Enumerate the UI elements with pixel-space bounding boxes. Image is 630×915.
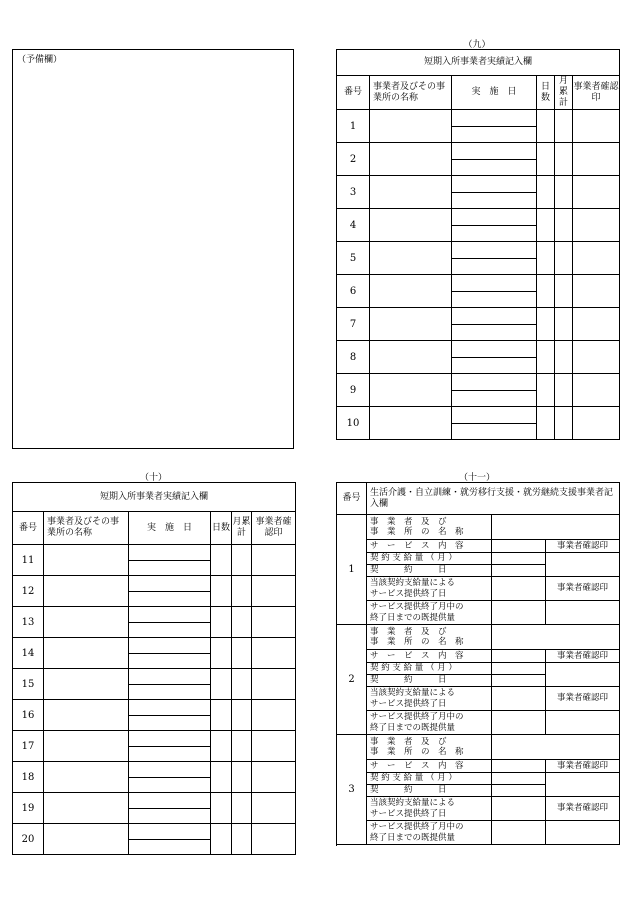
date-cell[interactable]	[129, 623, 211, 638]
date-cell[interactable]	[129, 762, 211, 778]
cumulative-cell[interactable]	[555, 110, 573, 143]
date-cell[interactable]	[452, 374, 537, 391]
office-name-cell[interactable]	[370, 176, 452, 209]
row-number: 5	[337, 242, 370, 275]
table-row	[13, 669, 296, 685]
confirm-cell[interactable]	[252, 793, 296, 824]
confirm-cell[interactable]	[252, 762, 296, 793]
office-name-cell[interactable]	[44, 607, 129, 638]
amount-value-cell[interactable]	[492, 663, 546, 675]
row-number: 2	[337, 625, 367, 735]
amount-value-cell[interactable]	[492, 773, 546, 785]
confirm-cell[interactable]	[573, 341, 620, 374]
table-row	[13, 762, 296, 778]
confirm-cell[interactable]	[573, 176, 620, 209]
office-name-cell[interactable]	[370, 110, 452, 143]
date-cell[interactable]	[129, 700, 211, 716]
date-cell[interactable]	[452, 308, 537, 325]
table-row	[337, 687, 620, 711]
confirm-cell[interactable]	[573, 242, 620, 275]
caption-ten: （十）	[139, 473, 167, 483]
amount-label: 契 約 支 給 量 （ 月 ）	[367, 773, 492, 785]
caption-nine: （九）	[463, 40, 491, 50]
confirm-cell[interactable]	[546, 773, 620, 797]
date-cell[interactable]	[129, 809, 211, 824]
date-cell[interactable]	[129, 716, 211, 731]
office-name-cell[interactable]	[370, 308, 452, 341]
table-row	[13, 545, 296, 561]
cumulative-cell[interactable]	[232, 824, 252, 855]
row-number: 15	[13, 669, 44, 700]
office-name-cell[interactable]	[370, 374, 452, 407]
date-cell[interactable]	[452, 275, 537, 292]
row-number: 14	[13, 638, 44, 669]
days-cell[interactable]	[537, 374, 555, 407]
table-row	[337, 407, 620, 424]
date-cell[interactable]	[129, 576, 211, 592]
days-cell[interactable]	[211, 824, 232, 855]
table-row	[337, 663, 620, 675]
days-cell[interactable]	[537, 209, 555, 242]
table-row	[337, 143, 620, 160]
confirm-cell[interactable]	[573, 143, 620, 176]
cumulative-cell[interactable]	[232, 638, 252, 669]
header-cumulative: 月累計	[555, 76, 573, 110]
date-cell[interactable]	[452, 242, 537, 259]
date-cell[interactable]	[452, 292, 537, 308]
row-number: 1	[337, 110, 370, 143]
office-name-cell[interactable]	[370, 407, 452, 440]
service-value-cell[interactable]	[492, 650, 546, 663]
table-row	[337, 540, 620, 553]
end-date-label: 当該契約支給量による サービス提供終了日	[367, 797, 492, 821]
date-cell[interactable]	[129, 824, 211, 840]
date-cell[interactable]	[129, 685, 211, 700]
cumulative-cell[interactable]	[555, 275, 573, 308]
date-cell[interactable]	[452, 110, 537, 127]
row-number: 10	[337, 407, 370, 440]
confirm-cell[interactable]	[252, 576, 296, 607]
end-date-label: 当該契約支給量による サービス提供終了日	[367, 687, 492, 711]
confirm-label: 事業者確認印	[546, 687, 620, 711]
cumulative-cell[interactable]	[555, 407, 573, 440]
date-cell[interactable]	[129, 778, 211, 793]
confirm-cell[interactable]	[546, 663, 620, 687]
table-row	[337, 797, 620, 821]
confirm-cell[interactable]	[546, 601, 620, 625]
panel-ten	[12, 482, 296, 855]
table-body	[337, 110, 620, 440]
end-date-value-cell[interactable]	[492, 687, 546, 711]
amount-label: 契 約 支 給 量 （ 月 ）	[367, 663, 492, 675]
contract-date-label: 契 約 日	[367, 565, 492, 577]
confirm-cell[interactable]	[252, 545, 296, 576]
date-cell[interactable]	[129, 561, 211, 576]
contract-date-value-cell[interactable]	[492, 675, 546, 687]
reserve-panel	[12, 49, 294, 449]
table-row	[337, 821, 620, 845]
office-label: 事 業 者 及 び 事 業 所 の 名 称	[367, 515, 492, 540]
office-name-cell[interactable]	[370, 242, 452, 275]
office-value-cell[interactable]	[492, 625, 620, 650]
row-number: 4	[337, 209, 370, 242]
service-label: サ ー ビ ス 内 容	[367, 540, 492, 553]
office-name-cell[interactable]	[370, 275, 452, 308]
confirm-label: 事業者確認印	[546, 797, 620, 821]
row-number: 3	[337, 176, 370, 209]
days-cell[interactable]	[211, 669, 232, 700]
contract-date-value-cell[interactable]	[492, 565, 546, 577]
table-row	[337, 773, 620, 785]
table-row	[337, 577, 620, 601]
cumulative-cell[interactable]	[232, 731, 252, 762]
row-number: 13	[13, 607, 44, 638]
office-name-cell[interactable]	[370, 209, 452, 242]
table-row	[13, 731, 296, 747]
table-title: 短期入所事業者実績記入欄	[337, 50, 620, 76]
header-title: 生活介護・自立訓練・就労移行支援・就労継続支援事業者記入欄	[367, 483, 620, 515]
cumulative-cell[interactable]	[232, 576, 252, 607]
header-days: 日数	[211, 512, 232, 545]
contract-date-value-cell[interactable]	[492, 785, 546, 797]
header-dates: 実 施 日	[129, 512, 211, 545]
office-name-cell[interactable]	[370, 143, 452, 176]
confirm-cell[interactable]	[252, 607, 296, 638]
cumulative-cell[interactable]	[232, 545, 252, 576]
row-number: 2	[337, 143, 370, 176]
table-row	[337, 601, 620, 625]
provided-value-cell[interactable]	[492, 711, 546, 735]
provided-value-cell[interactable]	[492, 601, 546, 625]
days-cell[interactable]	[537, 275, 555, 308]
header-cumulative: 月累計	[232, 512, 252, 545]
end-date-label: 当該契約支給量による サービス提供終了日	[367, 577, 492, 601]
date-cell[interactable]	[452, 424, 537, 440]
date-cell[interactable]	[129, 840, 211, 855]
row-number: 6	[337, 275, 370, 308]
days-cell[interactable]	[537, 308, 555, 341]
date-cell[interactable]	[452, 407, 537, 424]
row-number: 1	[337, 515, 367, 625]
confirm-cell[interactable]	[252, 638, 296, 669]
table-row	[337, 515, 620, 540]
date-cell[interactable]	[452, 209, 537, 226]
confirm-cell[interactable]	[252, 669, 296, 700]
row-number: 9	[337, 374, 370, 407]
confirm-label: 事業者確認印	[546, 760, 620, 773]
date-cell[interactable]	[452, 341, 537, 358]
provided-label: サービス提供終了月中の 終了日までの既提供量	[367, 601, 492, 625]
days-cell[interactable]	[211, 545, 232, 576]
date-cell[interactable]	[129, 607, 211, 623]
header-no: 番号	[337, 76, 370, 110]
confirm-cell[interactable]	[252, 700, 296, 731]
confirm-cell[interactable]	[546, 711, 620, 735]
table-row	[337, 242, 620, 259]
date-cell[interactable]	[129, 793, 211, 809]
service-label: サ ー ビ ス 内 容	[367, 650, 492, 663]
header-dates: 実 施 日	[452, 76, 537, 110]
service-value-cell[interactable]	[492, 760, 546, 773]
date-cell[interactable]	[452, 193, 537, 209]
cumulative-cell[interactable]	[232, 793, 252, 824]
date-cell[interactable]	[452, 160, 537, 176]
amount-value-cell[interactable]	[492, 553, 546, 565]
confirm-label: 事業者確認印	[546, 650, 620, 663]
days-cell[interactable]	[537, 143, 555, 176]
date-cell[interactable]	[129, 747, 211, 762]
table-row	[337, 735, 620, 760]
days-cell[interactable]	[211, 576, 232, 607]
confirm-cell[interactable]	[546, 821, 620, 845]
date-cell[interactable]	[452, 176, 537, 193]
provided-label: サービス提供終了月中の 終了日までの既提供量	[367, 711, 492, 735]
table-row	[337, 275, 620, 292]
row-number: 3	[337, 735, 367, 845]
confirm-label: 事業者確認印	[546, 577, 620, 601]
days-cell[interactable]	[211, 793, 232, 824]
table-row	[337, 308, 620, 325]
date-cell[interactable]	[452, 358, 537, 374]
header-no: 番号	[337, 483, 367, 515]
cumulative-cell[interactable]	[555, 374, 573, 407]
row-number: 19	[13, 793, 44, 824]
header-no: 番号	[13, 512, 44, 545]
office-name-cell[interactable]	[44, 638, 129, 669]
table-row	[13, 576, 296, 592]
table-row	[337, 374, 620, 391]
record-table-ten	[12, 482, 296, 855]
provided-value-cell[interactable]	[492, 821, 546, 845]
office-label: 事 業 者 及 び 事 業 所 の 名 称	[367, 625, 492, 650]
date-cell[interactable]	[129, 654, 211, 669]
cumulative-cell[interactable]	[555, 143, 573, 176]
cumulative-cell[interactable]	[555, 341, 573, 374]
table-row	[13, 607, 296, 623]
cumulative-cell[interactable]	[232, 607, 252, 638]
row-number: 17	[13, 731, 44, 762]
table-row	[337, 176, 620, 193]
row-number: 11	[13, 545, 44, 576]
row-number: 12	[13, 576, 44, 607]
confirm-cell[interactable]	[546, 553, 620, 577]
table-row	[337, 760, 620, 773]
table-row	[337, 625, 620, 650]
header-office: 事業者及びその事業所の名称	[370, 76, 452, 110]
cumulative-cell[interactable]	[232, 700, 252, 731]
office-name-cell[interactable]	[44, 545, 129, 576]
table-row	[337, 209, 620, 226]
days-cell[interactable]	[211, 731, 232, 762]
table-row	[337, 553, 620, 565]
days-cell[interactable]	[537, 110, 555, 143]
table-row	[337, 341, 620, 358]
header-days: 日数	[537, 76, 555, 110]
cumulative-cell[interactable]	[555, 242, 573, 275]
table-title: 短期入所事業者実績記入欄	[13, 483, 296, 512]
office-name-cell[interactable]	[44, 824, 129, 855]
table-body	[13, 545, 296, 855]
cumulative-cell[interactable]	[232, 762, 252, 793]
days-cell[interactable]	[211, 638, 232, 669]
record-table-eleven	[336, 482, 620, 845]
header-confirm: 事業者確認印	[573, 76, 620, 110]
confirm-cell[interactable]	[573, 374, 620, 407]
date-cell[interactable]	[129, 592, 211, 607]
date-cell[interactable]	[129, 638, 211, 654]
header-office: 事業者及びその事業所の名称	[44, 512, 129, 545]
days-cell[interactable]	[211, 607, 232, 638]
end-date-value-cell[interactable]	[492, 577, 546, 601]
days-cell[interactable]	[537, 341, 555, 374]
table-row	[337, 110, 620, 127]
contract-date-label: 契 約 日	[367, 675, 492, 687]
office-name-cell[interactable]	[44, 576, 129, 607]
office-value-cell[interactable]	[492, 515, 620, 540]
cumulative-cell[interactable]	[555, 209, 573, 242]
caption-eleven: （十一）	[458, 473, 495, 483]
date-cell[interactable]	[452, 259, 537, 275]
provided-label: サービス提供終了月中の 終了日までの既提供量	[367, 821, 492, 845]
amount-label: 契 約 支 給 量 （ 月 ）	[367, 553, 492, 565]
table-row	[13, 700, 296, 716]
reserve-label: （予備欄）	[17, 55, 63, 65]
office-name-cell[interactable]	[44, 731, 129, 762]
row-number: 18	[13, 762, 44, 793]
confirm-cell[interactable]	[573, 275, 620, 308]
date-cell[interactable]	[452, 391, 537, 407]
table-row	[13, 793, 296, 809]
table-row	[337, 711, 620, 735]
office-name-cell[interactable]	[44, 669, 129, 700]
office-name-cell[interactable]	[370, 341, 452, 374]
confirm-cell[interactable]	[573, 209, 620, 242]
header-confirm: 事業者確認印	[252, 512, 296, 545]
confirm-cell[interactable]	[573, 308, 620, 341]
confirm-cell[interactable]	[252, 731, 296, 762]
row-number: 8	[337, 341, 370, 374]
panel-nine	[336, 49, 620, 440]
date-cell[interactable]	[452, 127, 537, 143]
record-table-nine	[336, 49, 620, 440]
service-value-cell[interactable]	[492, 540, 546, 553]
table-row	[13, 638, 296, 654]
row-number: 16	[13, 700, 44, 731]
days-cell[interactable]	[211, 700, 232, 731]
date-cell[interactable]	[452, 325, 537, 341]
cumulative-cell[interactable]	[555, 308, 573, 341]
confirm-cell[interactable]	[252, 824, 296, 855]
row-number: 20	[13, 824, 44, 855]
date-cell[interactable]	[452, 143, 537, 160]
days-cell[interactable]	[537, 242, 555, 275]
confirm-cell[interactable]	[573, 110, 620, 143]
days-cell[interactable]	[537, 176, 555, 209]
cumulative-cell[interactable]	[555, 176, 573, 209]
office-name-cell[interactable]	[44, 793, 129, 824]
table-body	[337, 515, 620, 845]
date-cell[interactable]	[129, 545, 211, 561]
date-cell[interactable]	[129, 669, 211, 685]
office-name-cell[interactable]	[44, 762, 129, 793]
table-row	[13, 824, 296, 840]
date-cell[interactable]	[452, 226, 537, 242]
office-value-cell[interactable]	[492, 735, 620, 760]
date-cell[interactable]	[129, 731, 211, 747]
confirm-label: 事業者確認印	[546, 540, 620, 553]
office-name-cell[interactable]	[44, 700, 129, 731]
table-row	[337, 650, 620, 663]
cumulative-cell[interactable]	[232, 669, 252, 700]
row-number: 7	[337, 308, 370, 341]
office-label: 事 業 者 及 び 事 業 所 の 名 称	[367, 735, 492, 760]
days-cell[interactable]	[211, 762, 232, 793]
end-date-value-cell[interactable]	[492, 797, 546, 821]
confirm-cell[interactable]	[573, 407, 620, 440]
panel-eleven	[336, 482, 620, 845]
days-cell[interactable]	[537, 407, 555, 440]
contract-date-label: 契 約 日	[367, 785, 492, 797]
service-label: サ ー ビ ス 内 容	[367, 760, 492, 773]
